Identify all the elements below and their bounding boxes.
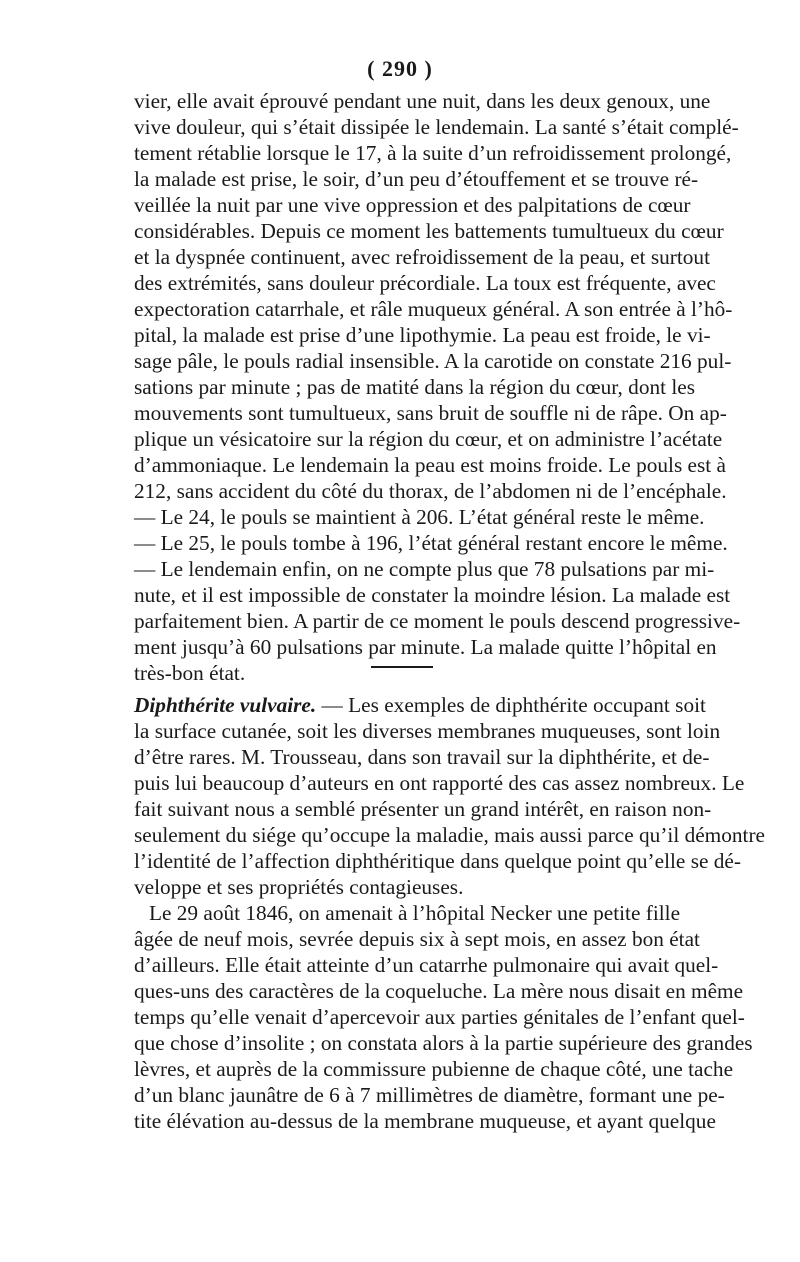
page-number: ( 290 ) [367, 56, 433, 81]
text-line: puis lui beaucoup d’auteurs en ont rapporté des cas assez nombreux. Le [134, 771, 745, 795]
text-line: âgée de neuf mois, sevrée depuis six à sept mois, en assez bon état [134, 927, 700, 951]
text-line: — Le 25, le pouls tombe à 196, l’état général restant encore le même. [134, 531, 728, 555]
text-line: d’ailleurs. Elle était atteinte d’un catarrhe pulmonaire qui avait quel- [134, 953, 719, 977]
section-heading: Diphthérite vulvaire. [134, 693, 317, 717]
text-line: plique un vésicatoire sur la région du cœur, et on administre l’acétate [134, 427, 723, 451]
heading-continuation: — Les exemples de diphthérite occupant soit [316, 693, 706, 717]
text-line: considérables. Depuis ce moment les battements tumultueux du cœur [134, 219, 724, 243]
text-line: et la dyspnée continuent, avec refroidissement de la peau, et surtout [134, 245, 710, 269]
text-line: sage pâle, le pouls radial insensible. A la carotide on constate 216 pul- [134, 349, 732, 373]
text-line: d’un blanc jaunâtre de 6 à 7 millimètres de diamètre, formant une pe- [134, 1083, 725, 1107]
text-line: que chose d’insolite ; on constata alors à la partie supérieure des grandes [134, 1031, 753, 1055]
text-line: ques-uns des caractères de la coqueluche. La mère nous disait en même [134, 979, 744, 1003]
text-line: 212, sans accident du côté du thorax, de l’abdomen ni de l’encéphale. [134, 479, 727, 503]
text-line: veloppe et ses propriétés contagieuses. [134, 875, 464, 899]
text-line: temps qu’elle venait d’apercevoir aux parties génitales de l’enfant quel- [134, 1005, 745, 1029]
text-line: fait suivant nous a semblé présenter un grand intérêt, en raison non- [134, 797, 712, 821]
text-line: l’identité de l’affection diphthéritique dans quelque point qu’elle se dé- [134, 849, 741, 873]
text-line: lèvres, et auprès de la commissure pubienne de chaque côté, une tache [134, 1057, 734, 1081]
text-line: — Le 24, le pouls se maintient à 206. L’état général reste le même. [134, 505, 705, 529]
text-line: vier, elle avait éprouvé pendant une nuit, dans les deux genoux, une [134, 89, 711, 113]
text-line: vive douleur, qui s’était dissipée le lendemain. La santé s’était complé- [134, 115, 739, 139]
text-line: très-bon état. [134, 661, 246, 685]
text-line: d’être rares. M. Trousseau, dans son travail sur la diphthérite, et de- [134, 745, 710, 769]
text-line: tite élévation au-dessus de la membrane muqueuse, et ayant quelque [134, 1109, 716, 1133]
text-line: pital, la malade est prise d’une lipothymie. La peau est froide, le vi- [134, 323, 711, 347]
text-line: parfaitement bien. A partir de ce moment le pouls descend progressive- [134, 609, 741, 633]
text-line: tement rétablie lorsque le 17, à la suite d’un refroidissement prolongé, [134, 141, 732, 165]
text-line: — Le lendemain enfin, on ne compte plus que 78 pulsations par mi- [134, 557, 715, 581]
text-line: mouvements sont tumultueux, sans bruit de souffle ni de râpe. On ap- [134, 401, 727, 425]
text-line: Le 29 août 1846, on amenait à l’hôpital Necker une petite fille [149, 901, 681, 925]
text-line: des extrémités, sans douleur précordiale. La toux est fréquente, avec [134, 271, 716, 295]
text-line: la surface cutanée, soit les diverses membranes muqueuses, sont loin [134, 719, 721, 743]
text-line: expectoration catarrhale, et râle muqueux général. A son entrée à l’hô- [134, 297, 733, 321]
text-line: sations par minute ; pas de matité dans la région du cœur, dont les [134, 375, 696, 399]
text-line: seulement du siége qu’occupe la maladie, mais aussi parce qu’il démontre [134, 823, 765, 847]
text-line: nute, et il est impossible de constater la moindre lésion. La malade est [134, 583, 731, 607]
section-divider [371, 666, 433, 668]
text-line-with-heading [134, 692, 706, 718]
text-line: la malade est prise, le soir, d’un peu d’étouffement et se trouve ré- [134, 167, 699, 191]
text-line: ment jusqu’à 60 pulsations par minute. La malade quitte l’hôpital en [134, 635, 717, 659]
text-line: veillée la nuit par une vive oppression et des palpitations de cœur [134, 193, 691, 217]
text-line: d’ammoniaque. Le lendemain la peau est moins froide. Le pouls est à [134, 453, 726, 477]
